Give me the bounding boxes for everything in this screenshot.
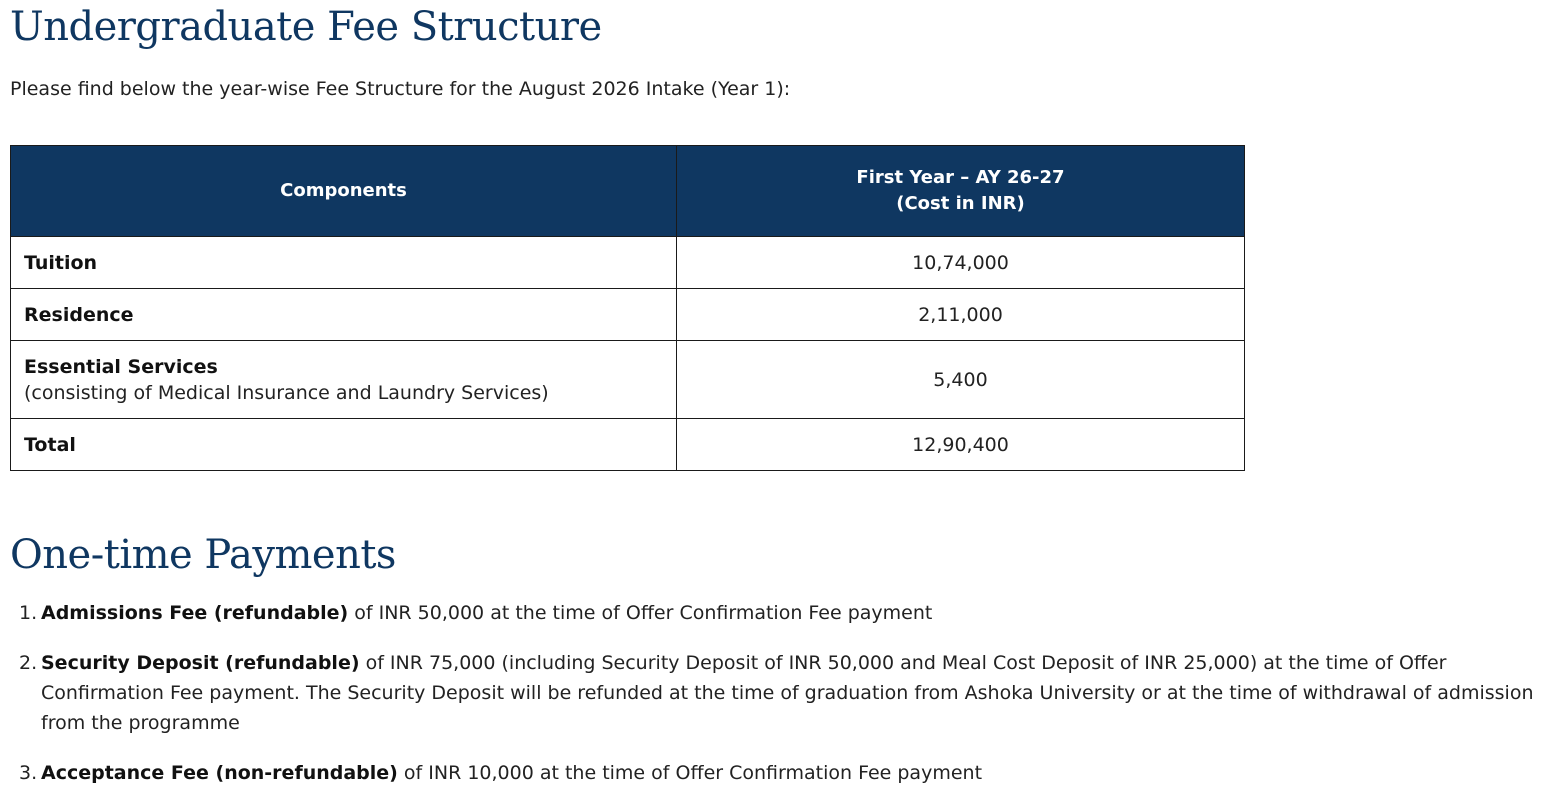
row-value-essential-services: 5,400 [677,341,1245,419]
one-time-payments-title: One-time Payments [10,532,396,578]
table-header-row [11,146,1245,237]
payment-detail: of INR 10,000 at the time of Offer Confirmation Fee payment [397,762,983,784]
list-item [10,758,1555,788]
payment-detail: of INR 75,000 (including Security Deposit of INR 50,000 and Meal Cost Deposit of INR 25,000) at the time of Offer Confirmation Fee payment. The Security Deposit will be refunded at the time of graduation from Ashoka University or at the time of withdrawal of admission from the programme [41,652,1534,734]
row-label-essential-services [11,341,677,419]
essential-services-label: Essential Services [24,355,218,378]
header-year-line2: (Cost in INR) [896,193,1025,214]
payment-name-acceptance-fee: Acceptance Fee (non-refundable) [41,762,398,784]
page-title: Undergraduate Fee Structure [10,4,602,50]
one-time-payments-list [10,598,1555,792]
table-row [11,237,1245,289]
payment-name-security-deposit: Security Deposit (refundable) [41,652,360,674]
row-value-residence: 2,11,000 [677,289,1245,341]
list-number: 1. [19,602,38,624]
table-row [11,289,1245,341]
list-item [10,648,1555,738]
essential-services-note: (consisting of Medical Insurance and Laundry Services) [24,381,549,404]
row-value-total: 12,90,400 [677,419,1245,471]
header-first-year [677,146,1245,237]
row-value-tuition: 10,74,000 [677,237,1245,289]
list-number: 2. [19,652,38,674]
header-year-line1: First Year – AY 26-27 [856,167,1065,188]
row-label-tuition: Tuition [11,237,677,289]
list-number: 3. [19,762,38,784]
row-label-total: Total [11,419,677,471]
payment-name-admissions-fee: Admissions Fee (refundable) [41,602,349,624]
header-components: Components [11,146,677,237]
fee-table [10,145,1245,471]
payment-detail: of INR 50,000 at the time of Offer Confirmation Fee payment [348,602,933,624]
intro-text: Please find below the year-wise Fee Structure for the August 2026 Intake (Year 1): [10,78,791,100]
list-item [10,598,1555,628]
table-row [11,341,1245,419]
row-label-residence: Residence [11,289,677,341]
table-row [11,419,1245,471]
